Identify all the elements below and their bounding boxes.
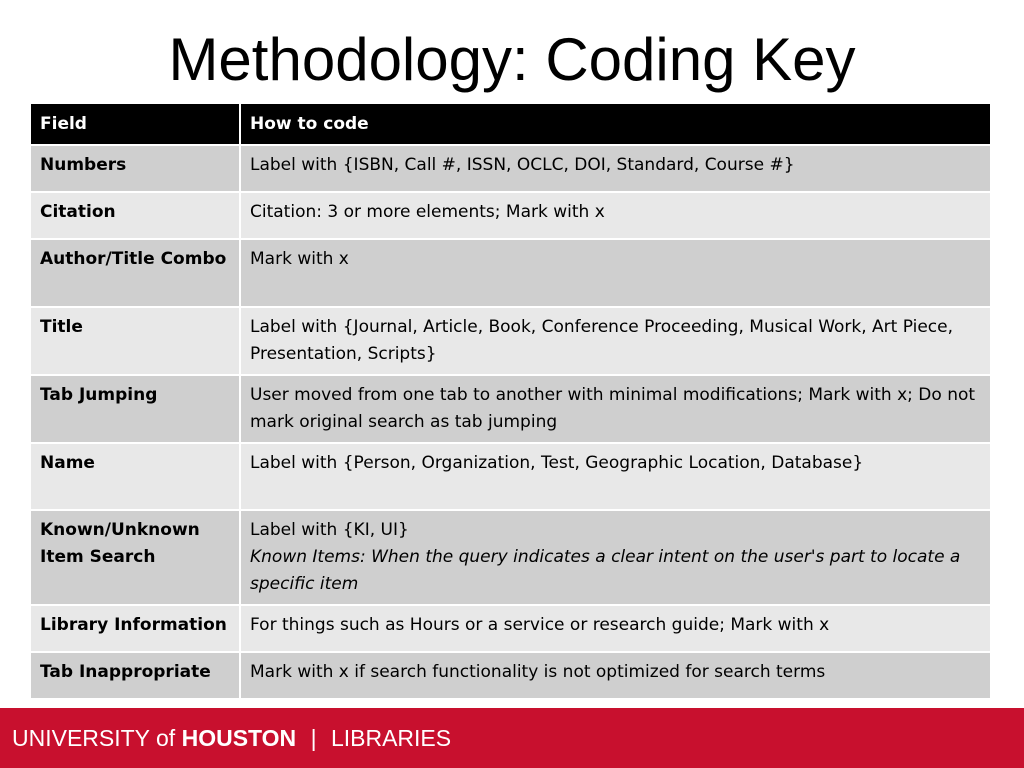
field-cell: Tab Jumping [30,375,240,443]
coding-key-table [29,102,992,700]
field-cell: Citation [30,192,240,239]
footer-university: UNIVERSITY [12,725,150,751]
how-to-code-cell [240,443,991,510]
how-to-code-cell [240,145,991,192]
field-cell: Title [30,307,240,375]
how-to-code-cell [240,652,991,699]
code-text: Label with {ISBN, Call #, ISSN, OCLC, DOI, Standard, Course #} [250,155,795,175]
code-text: For things such as Hours or a service or research guide; Mark with x [250,615,830,635]
code-note-italic: Known Items: When the query indicates a clear intent on the user's part to locate a specific item [250,547,961,594]
how-to-code-cell [240,510,991,605]
table-row [30,307,991,375]
code-text: Citation: 3 or more elements; Mark with x [250,202,605,222]
field-cell: Library Information [30,605,240,652]
field-cell: Known/Unknown Item Search [30,510,240,605]
how-to-code-cell [240,605,991,652]
footer-houston: HOUSTON [181,725,297,751]
table-row [30,605,991,652]
field-cell: Numbers [30,145,240,192]
how-to-code-cell [240,375,991,443]
table-row [30,443,991,510]
code-text: Label with {Person, Organization, Test, Geographic Location, Database} [250,453,864,473]
how-to-code-cell [240,192,991,239]
column-header-field: Field [30,103,240,145]
footer-libraries: LIBRARIES [330,725,452,751]
field-cell: Name [30,443,240,510]
code-text: Label with {Journal, Article, Book, Conference Proceeding, Musical Work, Art Piece, Presentation, Scripts} [250,317,954,364]
footer-separator: | [310,725,317,751]
how-to-code-cell [240,307,991,375]
code-text: User moved from one tab to another with minimal modifications; Mark with x; Do not mark original search as tab jumping [250,385,976,432]
footer-of: of [156,725,176,751]
column-header-how-to-code: How to code [240,103,991,145]
code-text: Label with {KI, UI} [250,520,409,540]
code-text: Mark with x if search functionality is not optimized for search terms [250,662,826,682]
table-header-row [30,103,991,145]
code-text: Mark with x [250,249,349,269]
table-row [30,192,991,239]
table-row [30,375,991,443]
field-cell: Author/Title Combo [30,239,240,307]
table-row [30,510,991,605]
table-row [30,239,991,307]
how-to-code-cell [240,239,991,307]
field-cell: Tab Inappropriate [30,652,240,699]
footer-banner [0,708,1024,768]
table-row [30,145,991,192]
slide-title: Methodology: Coding Key [168,26,856,93]
table-row [30,652,991,699]
